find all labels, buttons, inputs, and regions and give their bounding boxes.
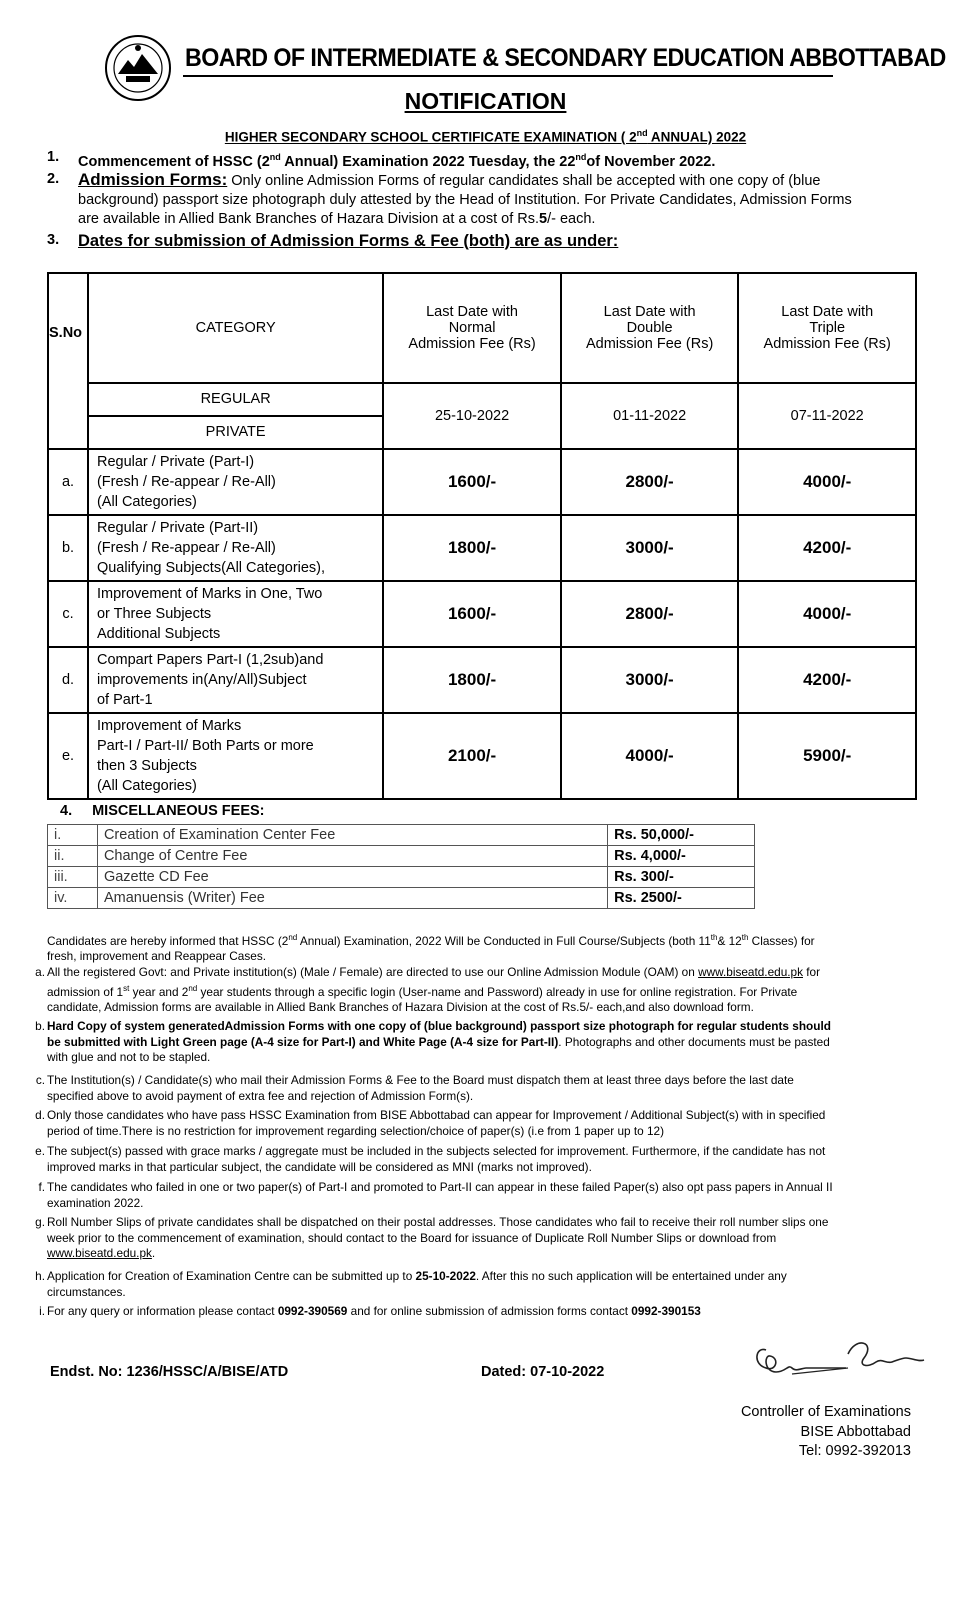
table-row: e. Improvement of Marks Part-I / Part-II/ Both Parts or more then 3 Subjects (All Categories) 2100/- 4000/- 5900/- — [48, 713, 916, 799]
website-link[interactable]: www.biseatd.edu.pk — [698, 965, 803, 979]
category-types: REGULAR PRIVATE — [88, 383, 383, 449]
table-row: c. Improvement of Marks in One, Two or Three Subjects Additional Subjects 1600/- 2800/- 4000/- — [48, 581, 916, 647]
note-g: g. Roll Number Slips of private candidates shall be dispatched on their postal addresses. Those candidates who fail to receive their roll number slips one week prior to the commencement of examination, should contact to the Board for issuance of Duplicate Roll Number Slips or download from www.biseatd.edu.pk. — [35, 1215, 829, 1260]
table-header-row — [48, 273, 916, 383]
date-normal: 25-10-2022 — [383, 383, 561, 449]
title-rule — [183, 75, 833, 77]
dates-row — [48, 383, 916, 449]
note-e: e. The subject(s) passed with grace marks / aggregate must be included in the subjects selected for improvement. Furthermore, if the candidate has not improved marks in that particular subject, the candidate will be considered as MNI (marks not improved). — [35, 1144, 826, 1174]
website-link[interactable]: www.biseatd.edu.pk — [47, 1246, 152, 1260]
note-b: b. Hard Copy of system generatedAdmission Forms with one copy of (blue background) passport size photograph for regular students should be submitted with Light Green page (A-4 size for Part-I) and White Page (A-4 size for Part-II). Photographs and other documents must be pasted with glue and not to be stapled. — [35, 1019, 831, 1064]
note-a: a. All the registered Govt: and Private institution(s) (Male / Female) are directed to use our Online Admission Module (OAM) on www.biseatd.edu.pk for admission of 1st year and 2nd year students through a specific login (User-name and Password) already in use for online registration. For Private candidate, Admission forms are available in Allied Bank Branches of Hazara Division at the cost of Rs.5/- each,and also download form. — [35, 965, 821, 1014]
notification-heading: NOTIFICATION — [404, 88, 567, 114]
board-title: BOARD OF INTERMEDIATE & SECONDARY EDUCATION ABBOTTABAD — [185, 44, 946, 72]
table-row: a. Regular / Private (Part-I) (Fresh / Re-appear / Re-All) (All Categories) 1600/- 2800/- 4000/- — [48, 449, 916, 515]
table-row: iv. Amanuensis (Writer) Fee Rs. 2500/- — [48, 888, 755, 909]
table-row: i. Creation of Examination Center Fee Rs. 50,000/- — [48, 825, 755, 846]
point-2: 2. Admission Forms: Only online Admission Forms of regular candidates shall be accepted with one copy of (blue background) passport size photograph duly attested by the Head of Institution. For Private Candidates, Admission Forms are available in Allied Bank Branches of Hazara Division at a cost of Rs.5/- each. — [47, 170, 852, 227]
admission-forms-label: Admission Forms: — [78, 170, 228, 189]
note-c: c. The Institution(s) / Candidate(s) who mail their Admission Forms & Fee to the Board must dispatch them at least three days before the last date specified above to avoid payment of extra fee and rejection of Admission Form(s). — [35, 1073, 794, 1103]
point-1: 1. Commencement of HSSC (2nd Annual) Examination 2022 Tuesday, the 22ndof November 2022. — [47, 149, 716, 170]
table-row: ii. Change of Centre Fee Rs. 4,000/- — [48, 846, 755, 867]
note-d: d. Only those candidates who have pass HSSC Examination from BISE Abbottabad can appear for Improvement / Additional Subject(s) with in specified period of time.There is no restriction for improvement regarding selection/choice of paper(s) (i.e from 1 paper up to 12) — [35, 1108, 826, 1138]
date-triple: 07-11-2022 — [738, 383, 916, 449]
endorsement-number: Endst. No: 1236/HSSC/A/BISE/ATD — [50, 1364, 289, 1380]
notes-intro: Candidates are hereby informed that HSSC (2nd Annual) Examination, 2022 Will be Conducted in Full Course/Subjects (both 11th& 12th Classes) for fresh, improvement and Reappear Cases. — [47, 933, 815, 964]
date-double: 01-11-2022 — [561, 383, 739, 449]
misc-heading: 4. MISCELLANEOUS FEES: — [60, 803, 265, 819]
table-row: iii. Gazette CD Fee Rs. 300/- — [48, 867, 755, 888]
note-f: f. The candidates who failed in one or two paper(s) of Part-I and promoted to Part-II can appear in these failed Paper(s) also opt pass papers in Annual II examination 2022. — [38, 1180, 833, 1210]
signatory-block — [600, 1403, 911, 1462]
note-h: h. Application for Creation of Examination Centre can be submitted up to 25-10-2022. After this no such application will be entertained under any circumstances. — [35, 1269, 787, 1299]
table-row: b. Regular / Private (Part-II) (Fresh / Re-appear / Re-All) Qualifying Subjects(All Categories), 1800/- 3000/- 4200/- — [48, 515, 916, 581]
admission-fee-table — [47, 272, 917, 800]
header-sno: S.No — [48, 273, 88, 449]
header-normal: Last Date with Normal Admission Fee (Rs) — [383, 273, 561, 383]
header-category: CATEGORY — [88, 273, 383, 383]
header-triple: Last Date with Triple Admission Fee (Rs) — [738, 273, 916, 383]
misc-fee-table — [47, 824, 755, 909]
signatory-tel: Tel: 0992-392013 — [798, 1443, 911, 1459]
signature — [736, 1328, 936, 1388]
issue-date: Dated: 07-10-2022 — [481, 1364, 605, 1380]
table-row: d. Compart Papers Part-I (1,2sub)and improvements in(Any/All)Subject of Part-1 1800/- 3000/- 4200/- — [48, 647, 916, 713]
note-i: i. For any query or information please contact 0992-390569 and for online submission of admission forms contact 0992-390153 — [39, 1304, 701, 1318]
signatory-designation: Controller of Examinations — [740, 1404, 911, 1420]
point-3: 3. Dates for submission of Admission Forms & Fee (both) are as under: — [47, 232, 619, 250]
header-double: Last Date with Double Admission Fee (Rs) — [561, 273, 739, 383]
exam-subtitle: HIGHER SECONDARY SCHOOL CERTIFICATE EXAMINATION ( 2nd ANNUAL) 2022 — [224, 128, 747, 145]
signatory-office: BISE Abbottabad — [800, 1423, 911, 1440]
